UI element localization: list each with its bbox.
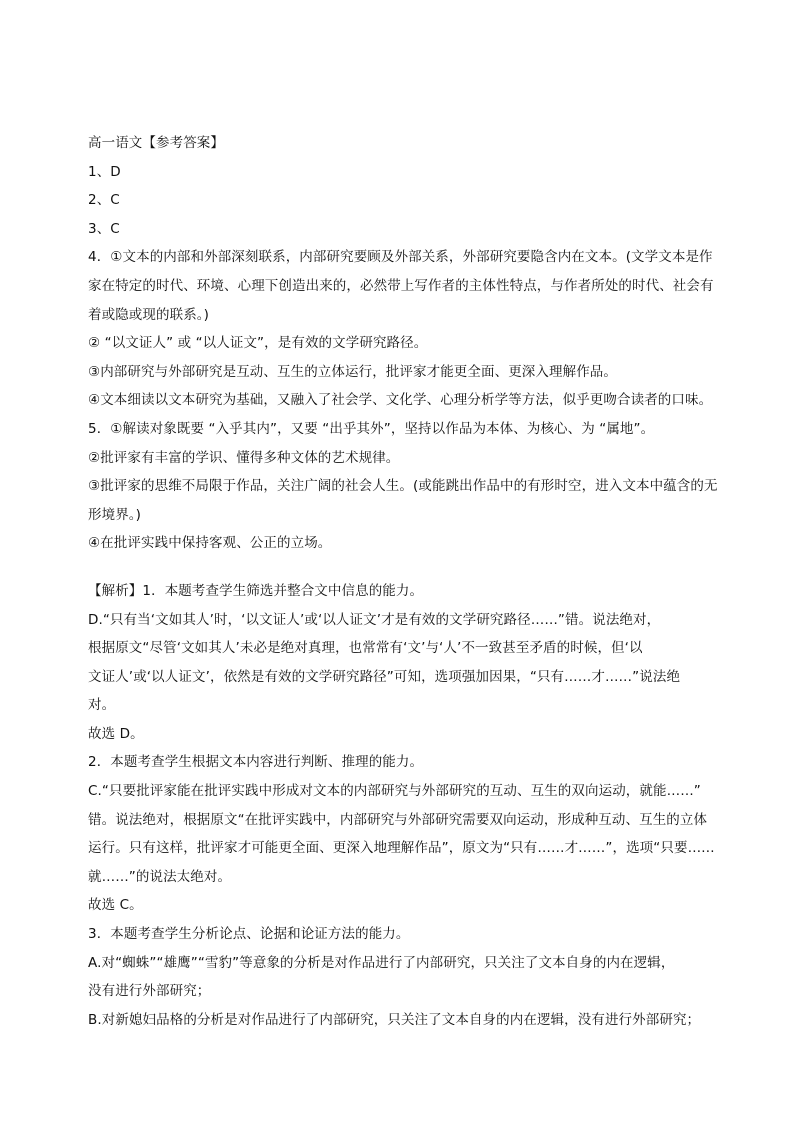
answer-line: ③内部研究与外部研究是互动、互生的立体运行，批评家才能更全面、更深入理解作品。 [88, 363, 618, 380]
analysis-line: 故选 D。 [88, 725, 144, 742]
analysis-line: 运行。只有这样，批评家才可能更全面、更深入地理解作品”，原文为“只有……才……”，选项“只要…… [88, 840, 715, 857]
answer-title: 高一语文【参考答案】 [88, 135, 224, 151]
answer-line: 1、D [88, 163, 121, 180]
section-gap [88, 558, 728, 577]
answer-line: ④在批评实践中保持客观、公正的立场。 [88, 535, 332, 552]
analysis-line: 错。说法绝对，根据原文“在批评实践中，内部研究与外部研究需要双向运动，形成种互动、互生的立体 [88, 811, 708, 828]
answer-line: ③批评家的思维不局限于作品，关注广阔的社会人生。(或能跳出作品中的有形时空，进入文本中蕴含的无 [88, 478, 718, 495]
answer-line: 5．①解读对象既要 “入乎其内”，又要 “出乎其外”，坚持以作品为本体、为核心、为 “属地”。 [88, 420, 655, 437]
analysis-line: 故选 C。 [88, 897, 143, 914]
answer-line: 家在特定的时代、环境、心理下创造出来的，必然带上写作者的主体性特点，与作者所处的时代、社会有 [88, 277, 714, 294]
answer-line: 3、C [88, 220, 120, 237]
analysis-line: 对。 [88, 697, 116, 714]
analysis-line: 文证人’或‘以人证文’，依然是有效的文学研究路径”可知，选项强加因果，“只有……才……”说法绝 [88, 668, 681, 685]
answer-line: ②批评家有丰富的学识、懂得多种文体的艺术规律。 [88, 449, 400, 466]
answer-line: ④文本细读以文本研究为基础，又融入了社会学、文化学、心理分析学等方法，似乎更吻合读者的口味。 [88, 392, 713, 409]
analysis-line: B.对新媳妇品格的分析是对作品进行了内部研究，只关注了文本自身的内在逻辑，没有进行外部研究； [88, 1011, 701, 1028]
answer-line: 2、C [88, 192, 120, 209]
answer-line: 4．①文本的内部和外部深刻联系，内部研究要顾及外部关系，外部研究要隐含内在文本。(文学文本是作 [88, 249, 713, 266]
analysis-line: D.“只有当‘文如其人’时，‘以文证人’或‘以人证文’才是有效的文学研究路径……”错。说法绝对， [88, 611, 661, 628]
answer-line: ② “以文证人” 或 “以人证文”，是有效的文学研究路径。 [88, 335, 428, 352]
analysis-line: 2．本题考查学生根据文本内容进行判断、推理的能力。 [88, 754, 424, 771]
analysis-line: C.“只要批评家能在批评实践中形成对文本的内部研究与外部研究的互动、互生的双向运动，就能……” [88, 783, 701, 800]
answer-line: 着或隐或现的联系。) [88, 306, 210, 323]
document-body [88, 129, 728, 1034]
analysis-line: 3．本题考查学生分析论点、论据和论证方法的能力。 [88, 926, 410, 943]
analysis-line: 【解析】1．本题考查学生筛选并整合文中信息的能力。 [88, 582, 424, 599]
analysis-line: 就……”的说法太绝对。 [88, 868, 232, 885]
answer-line: 形境界。) [88, 506, 142, 523]
analysis-line: A.对“蜘蛛”“雄鹰”“雪豹”等意象的分析是对作品进行了内部研究，只关注了文本自身的内在逻辑， [88, 954, 675, 971]
analysis-line: 没有进行外部研究； [88, 983, 211, 1000]
analysis-line: 根据原文“尽管‘文如其人’未必是绝对真理，也常常有‘文’与‘人’不一致甚至矛盾的时候，但‘以 [88, 640, 643, 657]
